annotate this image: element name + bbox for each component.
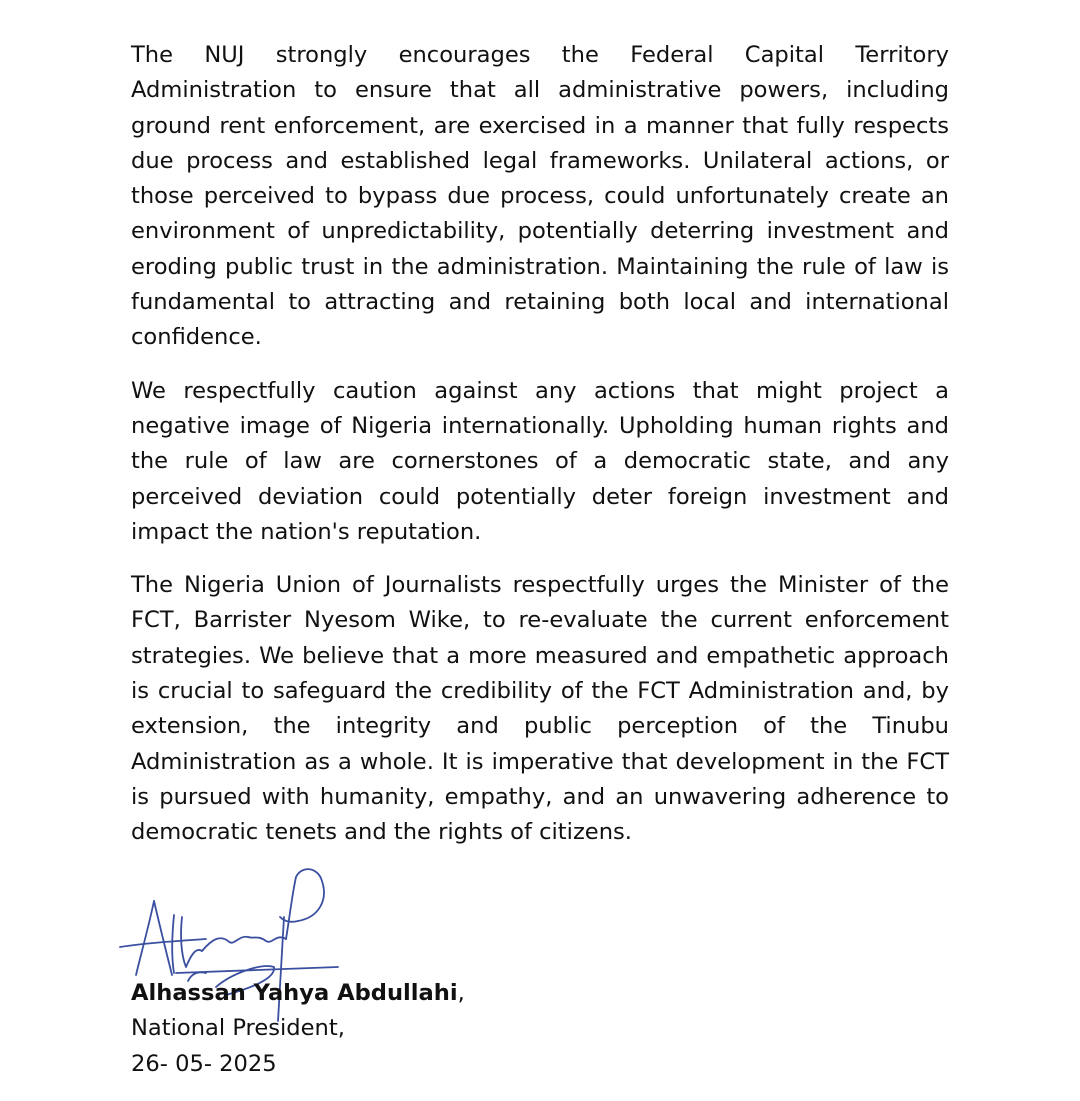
signatory-name: Alhassan Yahya Abdullahi	[131, 980, 458, 1006]
paragraph-international-image: We respectfully caution against any actions that might project a negative image of Nigeria internationally. Upholding human rights and the rule of law are cornerstones of a democratic state, and any perceived deviation could potentially deter foreign investment and impact the nation's reputation.	[131, 377, 949, 545]
statement-date: 26- 05- 2025	[131, 1050, 277, 1077]
paragraph-due-process: The NUJ strongly encourages the Federal Capital Territory Administration to ensure that all administrative powers, including ground rent enforcement, are exercised in a manner that fully respects due process and established legal frameworks. Unilateral actions, or those perceived to bypass due process, could unfortunately create an environment of unpredictability, potentially deterring investment and eroding public trust in the administration. Maintaining the rule of law is fundamental to attracting and retaining both local and international confidence.	[131, 42, 949, 351]
signatory-title: National President,	[131, 1015, 345, 1042]
paragraph-appeal-to-minister: The Nigeria Union of Journalists respectfully urges the Minister of the FCT, Barrister Nyesom Wike, to re-evaluate the current enforcement strategies. We believe that a more measured and empathetic approach is crucial to safeguard the credibility of the FCT Administration and, by extension, the integrity and public perception of the Tinubu Administration as a whole. It is imperative that development in the FCT is pursued with humanity, empathy, and an unwavering adherence to democratic tenets and the rights of citizens.	[131, 572, 949, 846]
signatory-name-line	[131, 976, 465, 1011]
statement-body	[131, 38, 949, 851]
signatory-name-comma: ,	[457, 980, 465, 1006]
signature-block	[131, 976, 465, 1082]
